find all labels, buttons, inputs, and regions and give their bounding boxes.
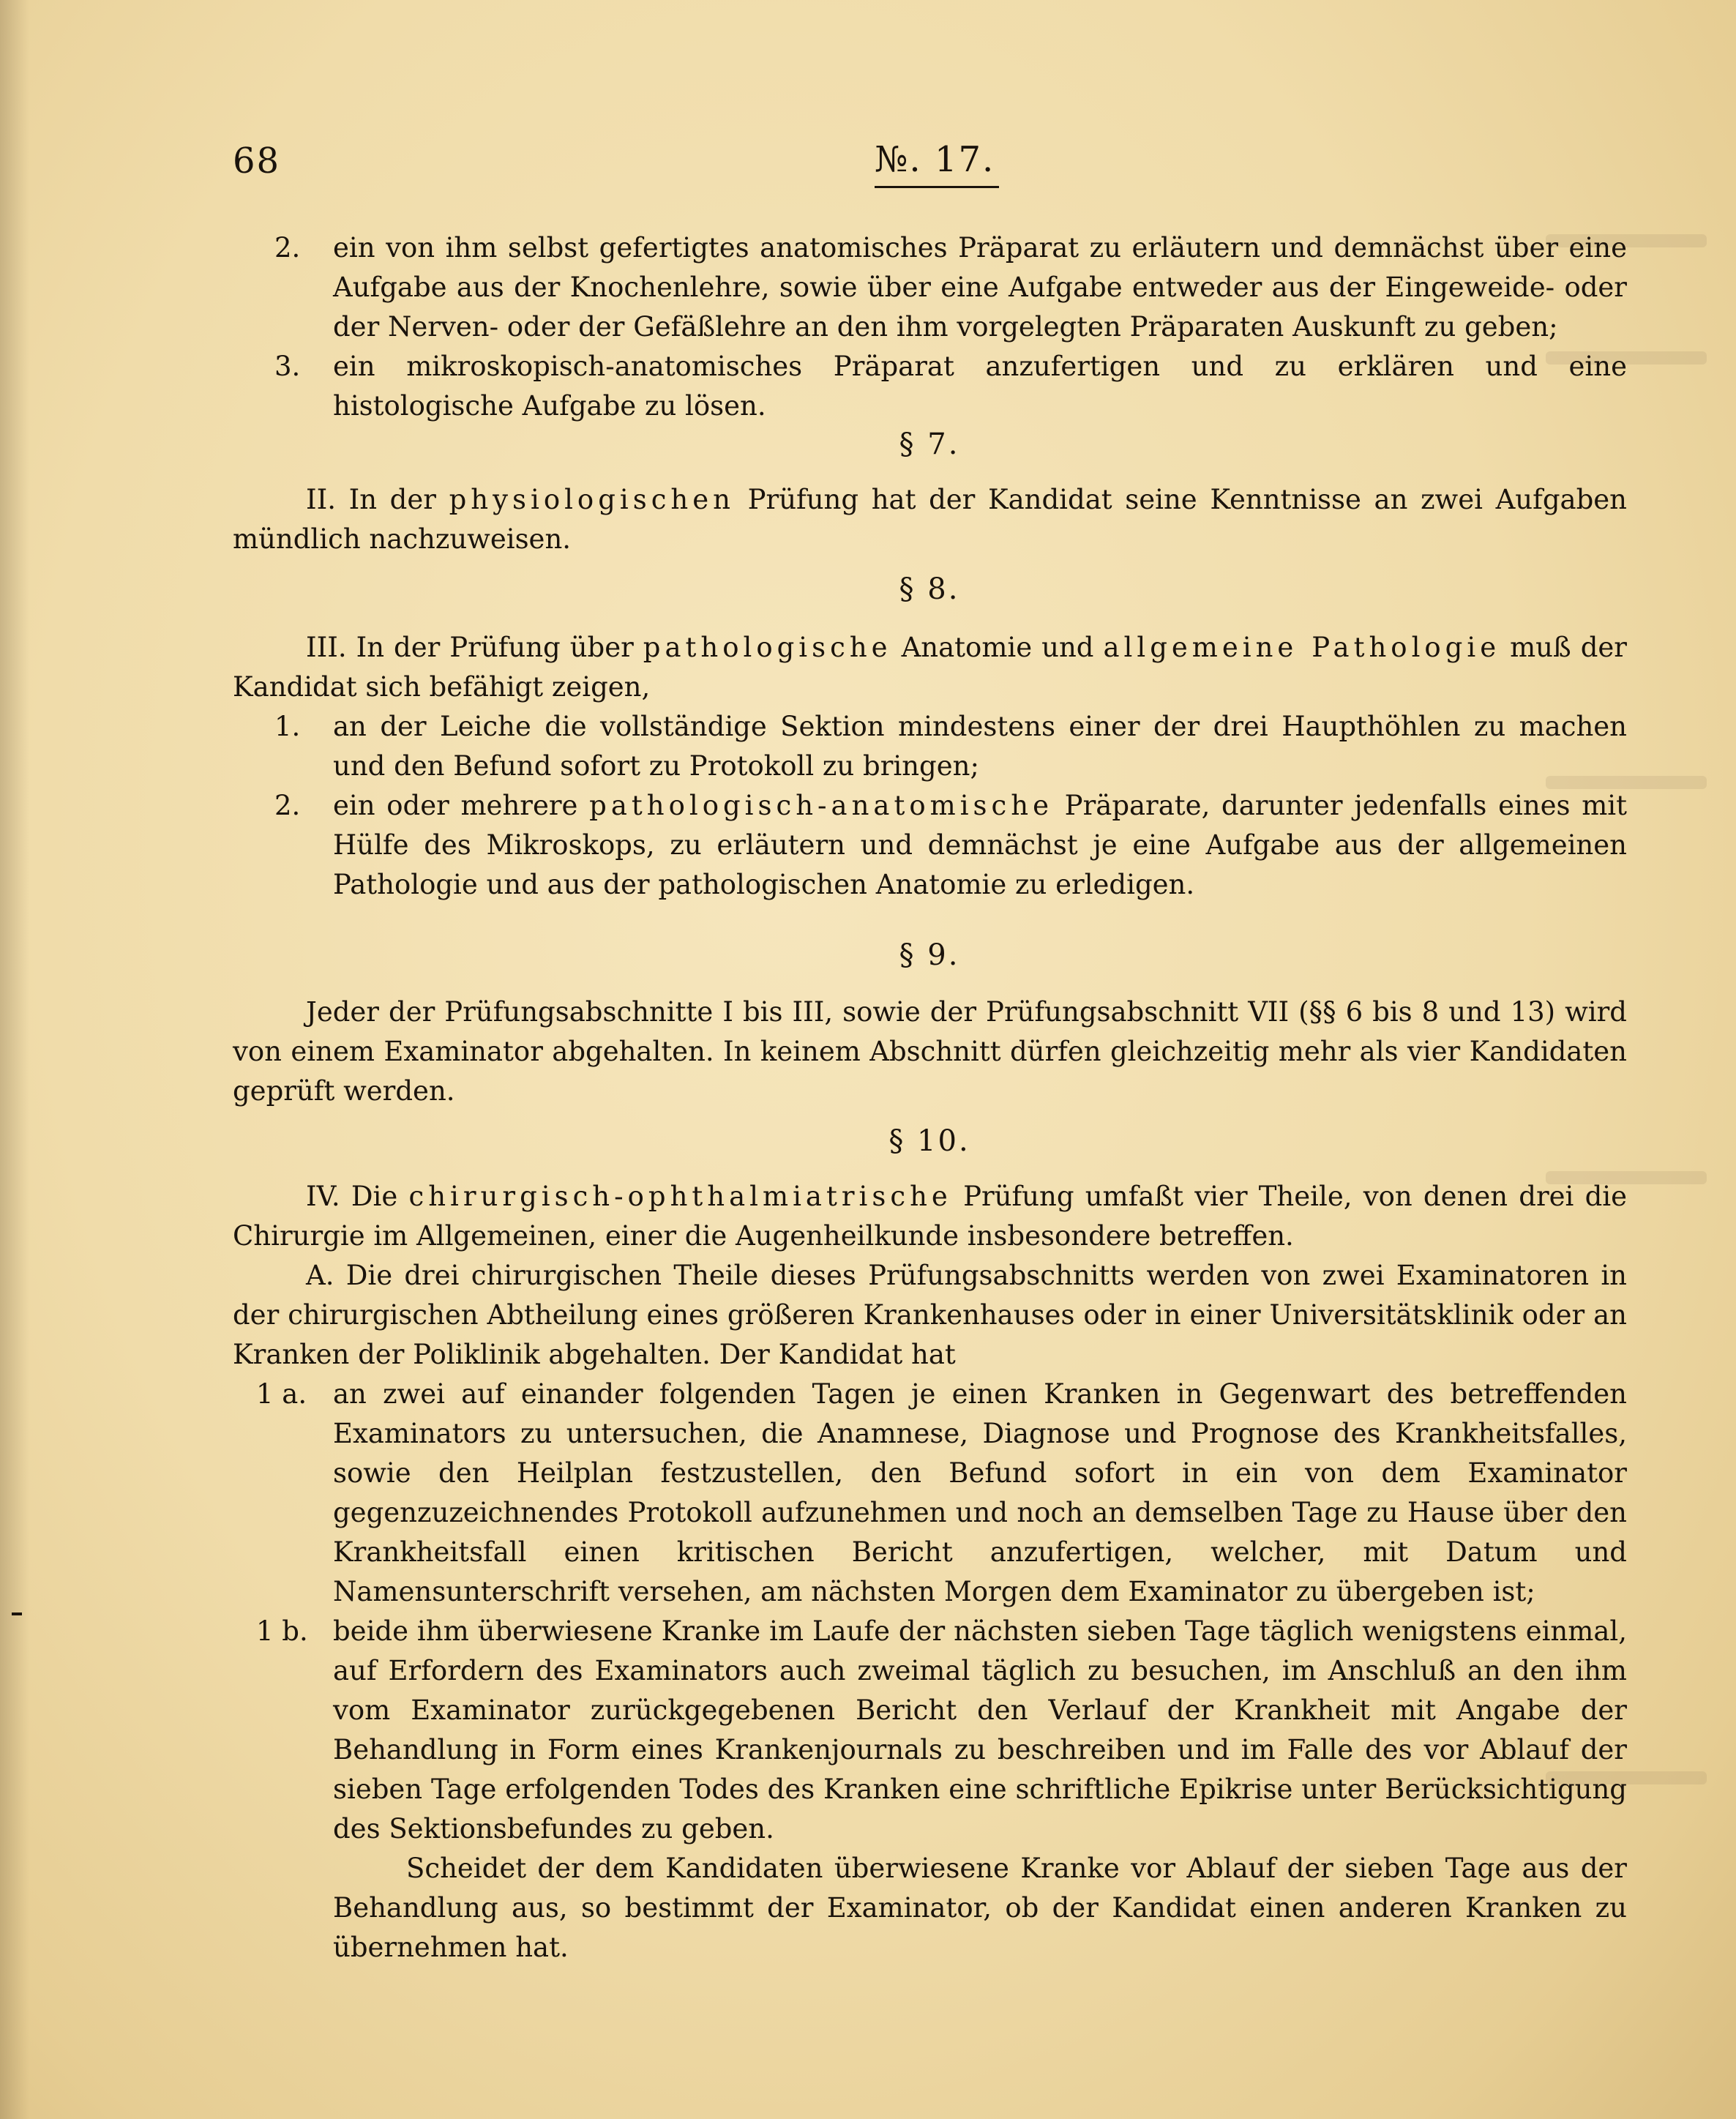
paragraph-text: Jeder der Prüfungsabschnitte I bis III, sowie der Prüfungsabschnitt VII (§§ 6 bis 8 und 13) wird von einem Examinator abgehalten. In keinem Abschnitt dürfen gleichzeitig mehr als vier Kandidaten geprüft werden.	[233, 996, 1627, 1107]
paragraph	[233, 628, 1627, 707]
list-item	[256, 1375, 1627, 1612]
list-item	[256, 1612, 1627, 1849]
emphasized-term: pathologisch-anatomische	[589, 790, 1053, 821]
section-heading: § 7.	[899, 427, 960, 461]
emphasized-term: physiologischen	[449, 484, 735, 515]
item-number: 1 b.	[256, 1615, 308, 1647]
section-heading: § 8.	[899, 572, 960, 606]
page-number: 68	[233, 141, 281, 182]
item-text: an der Leiche die vollständige Sektion mindestens einer der drei Haupthöhlen zu machen und den Befund sofort zu Protokoll zu bringen;	[333, 711, 1627, 782]
paragraph-text: Scheidet der dem Kandidaten überwiesene Kranke vor Ablauf der sieben Tage aus der Behandlung aus, so bestimmt der Examinator, ob der Kandidat einen anderen Kranken zu übernehmen hat.	[333, 1853, 1627, 1963]
paragraph-text: Prüfung umfaßt vier Theile, von denen drei die Chirurgie im Allgemeinen, einer die Augenheilkunde insbesondere betreffen.	[233, 1181, 1628, 1252]
emphasized-term: chirurgisch-ophthalmiatrische	[408, 1181, 952, 1212]
paragraph-text: Prüfung hat der Kandidat seine Kenntnisse an zwei Aufgaben mündlich nachzuweisen.	[233, 484, 1627, 555]
list-item	[274, 347, 1627, 426]
item-text: ein mikroskopisch-anatomisches Präparat anzufertigen und zu erklären und eine histologische Aufgabe zu lösen.	[333, 351, 1627, 422]
paragraph-text: II. In der	[306, 484, 436, 515]
item-text: Präparate, darunter jedenfalls eines mit Hülfe des Mikroskops, zu erläutern und demnächst je eine Aufgabe aus der allgemeinen Pathologie und aus der pathologischen Anatomie zu erledigen.	[333, 790, 1628, 900]
item-number: 2.	[274, 790, 301, 821]
list-item	[274, 707, 1627, 786]
issue-number: №. 17.	[875, 139, 999, 188]
page-edge-shadow	[0, 0, 29, 2119]
margin-mark	[12, 1612, 22, 1615]
list-item	[274, 786, 1628, 905]
paragraph	[333, 1849, 1627, 1967]
paragraph-text: Anatomie und	[901, 632, 1094, 663]
paragraph	[233, 993, 1627, 1111]
section-heading: § 10.	[888, 1124, 970, 1158]
paragraph-text: muß der Kandidat sich befähigt zeigen,	[233, 632, 1627, 703]
paragraph	[233, 1256, 1627, 1375]
item-text: ein von ihm selbst gefertigtes anatomisches Präparat zu erläutern und demnächst über eine Aufgabe aus der Knochenlehre, sowie über eine Aufgabe entweder aus der Eingeweide- oder der Nerven- oder der Gefäßlehre an den ihm vorgelegten Präparaten Auskunft zu geben;	[333, 232, 1627, 343]
item-text: an zwei auf einander folgenden Tagen je einen Kranken in Gegenwart des betreffenden Examinators zu untersuchen, die Anamnese, Diagnose und Prognose des Krankheitsfalles, sowie den Heilplan festzustellen, den Befund sofort in ein von dem Examinator gegenzuzeichnendes Protokoll aufzunehmen und noch an demselben Tage zu Hause über den Krankheitsfall einen kritischen Bericht anzufertigen, welcher, mit Datum und Namensunterschrift versehen, am nächsten Morgen dem Examinator zu übergeben ist;	[333, 1378, 1627, 1607]
section-heading: § 9.	[899, 938, 960, 972]
item-number: 2.	[274, 232, 301, 264]
paragraph-text: III. In der Prüfung über	[306, 632, 634, 663]
list-item	[274, 228, 1627, 347]
paragraph	[233, 1177, 1627, 1256]
item-text: beide ihm überwiesene Kranke im Laufe der nächsten sieben Tage täglich wenigstens einmal, auf Erfordern des Examinators auch zweimal täglich zu besuchen, im Anschluß an den ihm vom Examinator zurückgegebenen Bericht den Verlauf der Krankheit mit Angabe der Behandlung in Form eines Krankenjournals zu beschreiben und im Falle des vor Ablauf der sieben Tage erfolgenden Todes des Kranken eine schriftliche Epikrise unter Berücksichtigung des Sektionsbefundes zu geben.	[333, 1615, 1627, 1845]
paragraph-text: IV. Die	[306, 1181, 398, 1212]
item-number: 3.	[274, 351, 301, 382]
item-text: ein oder mehrere	[333, 790, 578, 821]
item-number: 1.	[274, 711, 301, 742]
emphasized-term: allgemeine Pathologie	[1103, 632, 1501, 663]
item-number: 1 a.	[256, 1378, 307, 1410]
emphasized-term: pathologische	[643, 632, 892, 663]
paragraph-text: A. Die drei chirurgischen Theile dieses Prüfungsabschnitts werden von zwei Examinatoren in der chirurgischen Abtheilung eines größeren Krankenhauses oder in einer Universitätsklinik oder an Kranken der Poliklinik abgehalten. Der Kandidat hat	[233, 1260, 1627, 1370]
paragraph	[233, 480, 1627, 559]
